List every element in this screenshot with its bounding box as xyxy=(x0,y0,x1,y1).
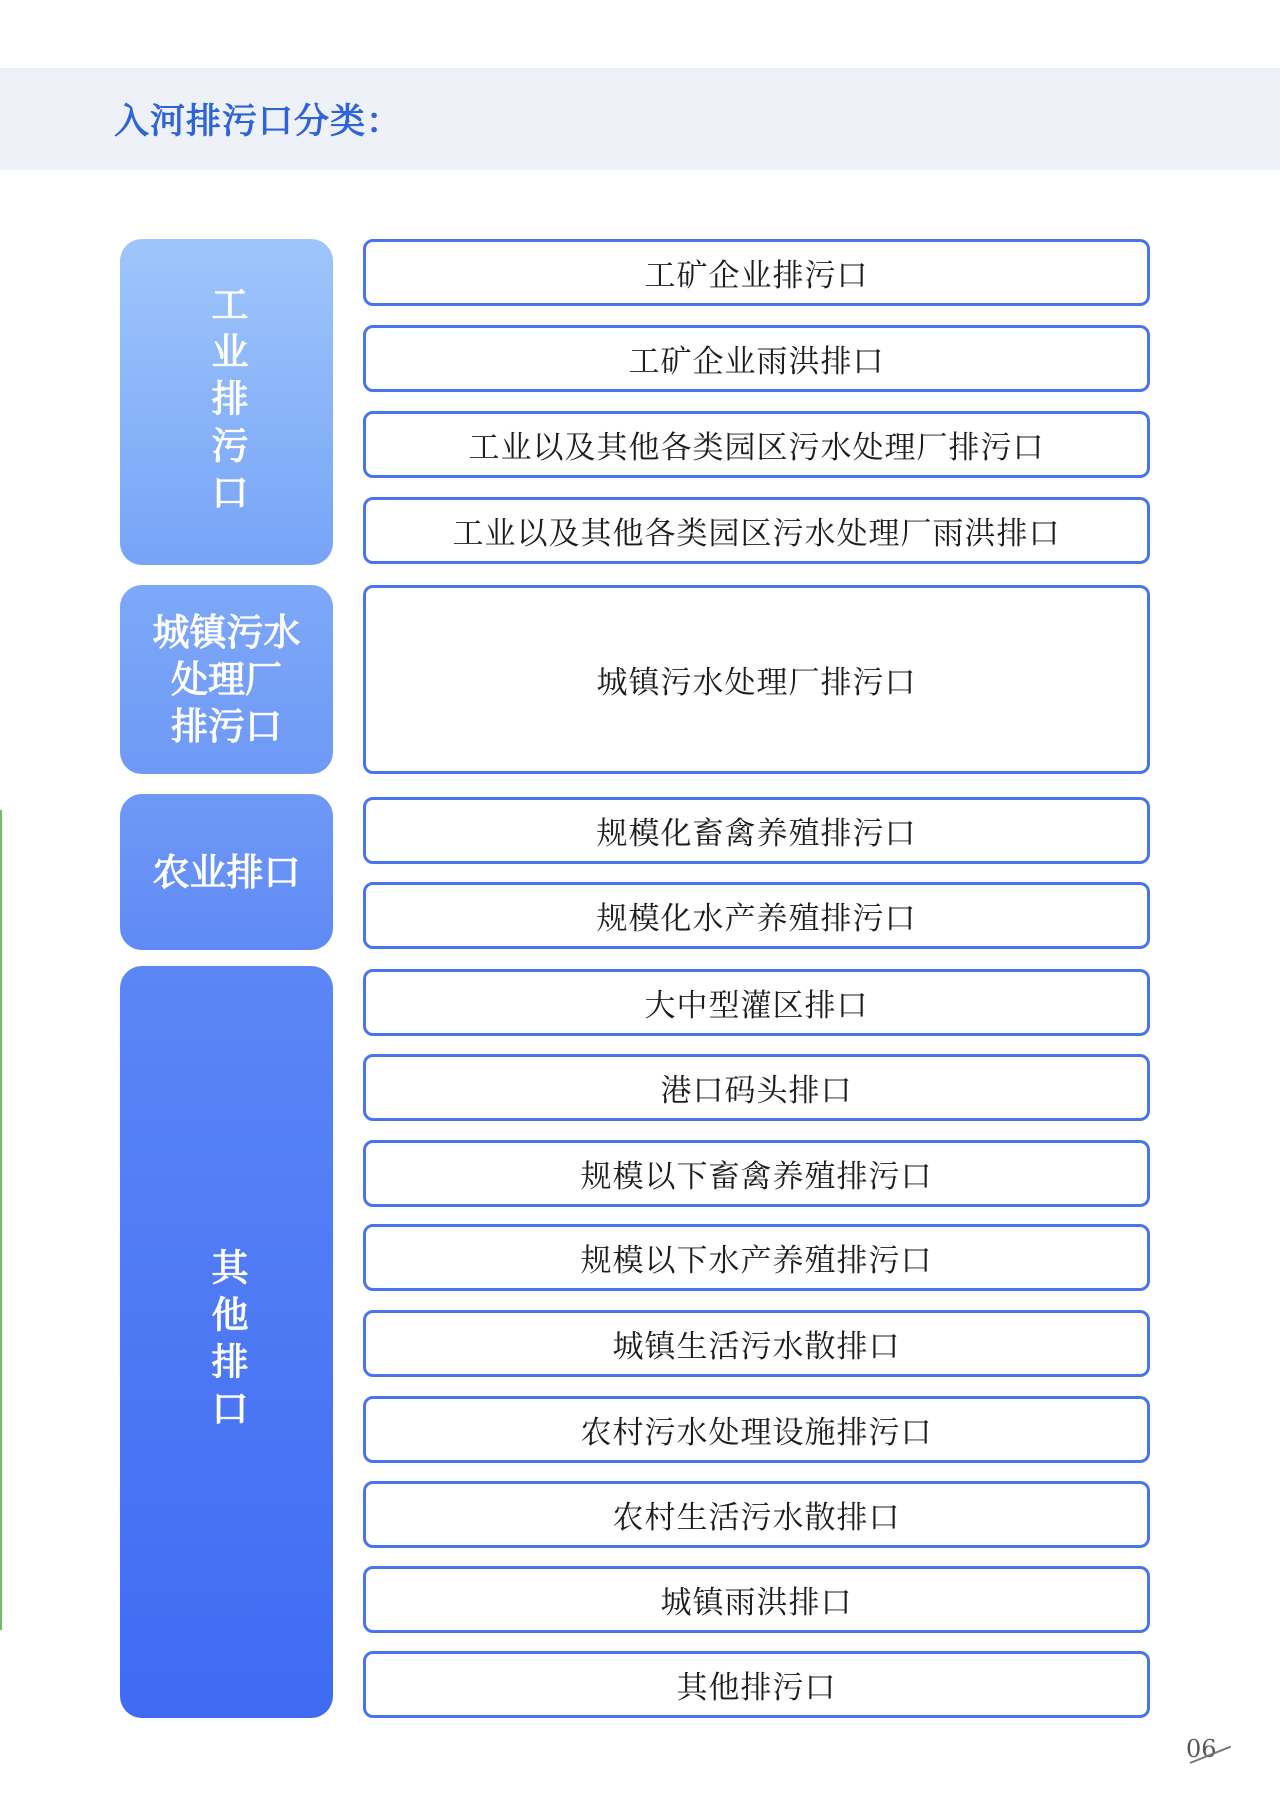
list-item: 工矿企业排污口 xyxy=(363,239,1150,306)
list-item: 其他排污口 xyxy=(363,1651,1150,1718)
list-item: 规模以下水产养殖排污口 xyxy=(363,1224,1150,1291)
list-item: 城镇雨洪排口 xyxy=(363,1566,1150,1633)
category-urban-label: 城镇污水 处理厂 排污口 xyxy=(152,611,301,748)
list-item: 规模以下畜禽养殖排污口 xyxy=(363,1140,1150,1207)
list-item: 规模化水产养殖排污口 xyxy=(363,882,1150,949)
list-item: 工业以及其他各类园区污水处理厂排污口 xyxy=(363,411,1150,478)
category-urban-wastewater-plant xyxy=(120,585,333,774)
list-item: 工业以及其他各类园区污水处理厂雨洪排口 xyxy=(363,497,1150,564)
list-item: 工矿企业雨洪排口 xyxy=(363,325,1150,392)
category-agricultural xyxy=(120,794,333,950)
category-industrial xyxy=(120,239,333,565)
list-item: 农村生活污水散排口 xyxy=(363,1481,1150,1548)
list-item: 港口码头排口 xyxy=(363,1054,1150,1121)
list-item: 城镇污水处理厂排污口 xyxy=(363,585,1150,774)
page-number: 06 xyxy=(1186,1735,1217,1763)
list-item: 大中型灌区排口 xyxy=(363,969,1150,1036)
page-title: 入河排污口分类： xyxy=(114,102,403,142)
category-other xyxy=(120,966,333,1718)
list-item: 农村污水处理设施排污口 xyxy=(363,1396,1150,1463)
category-industrial-label: 工业排污口 xyxy=(205,284,248,520)
category-agricultural-label: 农业排口 xyxy=(152,850,301,894)
list-item: 规模化畜禽养殖排污口 xyxy=(363,797,1150,864)
list-item: 城镇生活污水散排口 xyxy=(363,1310,1150,1377)
margin-accent-line xyxy=(0,810,2,1630)
category-other-label: 其他排口 xyxy=(205,1248,248,1436)
